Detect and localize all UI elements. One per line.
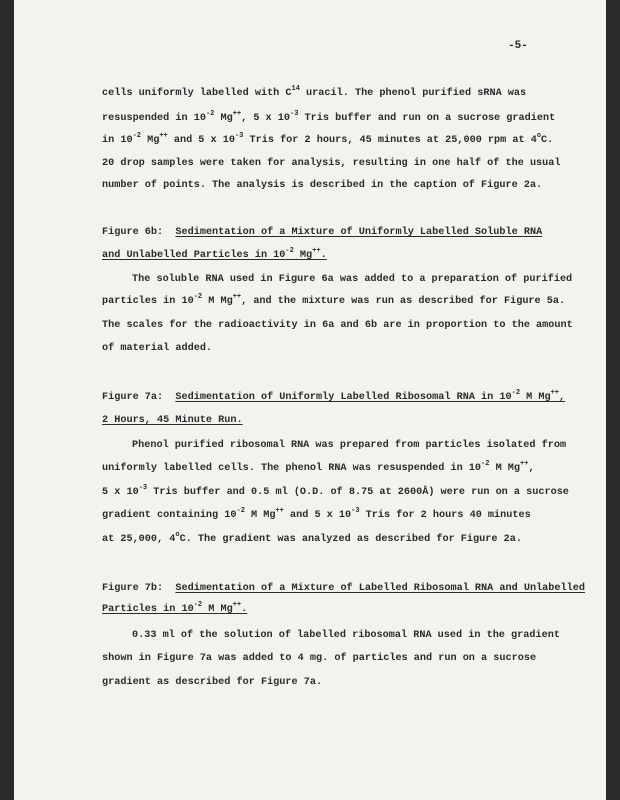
fig6b-body-line-4: of material added. — [102, 343, 213, 354]
fig6b-label: Figure 6b: — [102, 227, 164, 238]
fig7a-body-line-4: gradient containing $10^{-2}$ M Mg++ and 5 x $10^{-3}$ Tris for 2 hours 40 minutes — [102, 507, 531, 521]
intro-line-4: 20 drop samples were taken for analysis, resulting in one half of the usual — [102, 158, 561, 169]
fig7b-body-line-1: 0.33 ml of the solution of labelled ribosomal RNA used in the gradient — [132, 630, 560, 641]
fig7a-body-line-3: 5 x $10^{-3}$ Tris buffer and 0.5 ml (O.D. of 8.75 at 2600Å) were run on a sucrose — [102, 484, 569, 498]
document-page — [14, 0, 606, 800]
intro-line-1: cells uniformly labelled with $C^{14}$ uracil. The phenol purified sRNA was — [102, 85, 527, 99]
fig6b-title-line-2: and Unlabelled Particles in $10^{-2}$ Mg++. — [102, 247, 327, 261]
fig7a-title-line-1: Figure 7a: Sedimentation of Uniformly Labelled Ribosomal RNA in $10^{-2}$ M Mg++, — [102, 389, 566, 403]
fig7b-title-line-1 — [102, 583, 585, 594]
fig6b-title-line-1 — [102, 227, 542, 238]
intro-line-5: number of points. The analysis is described in the caption of Figure 2a. — [102, 180, 543, 191]
fig7b-title: Sedimentation of a Mixture of Labelled Ribosomal RNA and Unlabelled — [175, 583, 585, 594]
page-number: -5- — [508, 40, 528, 52]
fig7a-body-line-2: uniformly labelled cells. The phenol RNA was resuspended in $10^{-2}$ M Mg++, — [102, 460, 535, 474]
fig6b-title: Sedimentation of a Mixture of Uniformly Labelled Soluble RNA — [175, 227, 543, 238]
fig6b-body-line-2: particles in $10^{-2}$ M Mg++, and the mixture was run as described for Figure 5a. — [102, 293, 566, 307]
fig7a-title-line-2: 2 Hours, 45 Minute Run. — [102, 415, 243, 426]
fig7a-label: Figure 7a: — [102, 392, 164, 403]
fig7b-body-line-3: gradient as described for Figure 7a. — [102, 677, 323, 688]
fig7b-body-line-2: shown in Figure 7a was added to 4 mg. of particles and run on a sucrose — [102, 653, 537, 664]
fig7b-label: Figure 7b: — [102, 583, 164, 594]
intro-line-2: resuspended in $10^{-2}$ Mg++, 5 x $10^{-3}$ Tris buffer and run on a sucrose gradient — [102, 110, 556, 124]
fig6b-body-line-3: The scales for the radioactivity in 6a and 6b are in proportion to the amount — [102, 320, 573, 331]
fig7a-body-line-5: at 25,000, 4$^o$C. The gradient was analyzed as described for Figure 2a. — [102, 531, 522, 545]
intro-line-3: in $10^{-2}$ Mg++ and 5 x $10^{-3}$ Tris for 2 hours, 45 minutes at 25,000 rpm at 4$^o$C. — [102, 132, 554, 146]
fig6b-body-line-1: The soluble RNA used in Figure 6a was added to a preparation of purified — [132, 274, 573, 285]
fig7b-title-line-2: Particles in $10^{-2}$ M Mg++. — [102, 601, 248, 615]
fig7a-body-line-1: Phenol purified ribosomal RNA was prepared from particles isolated from — [132, 440, 567, 451]
